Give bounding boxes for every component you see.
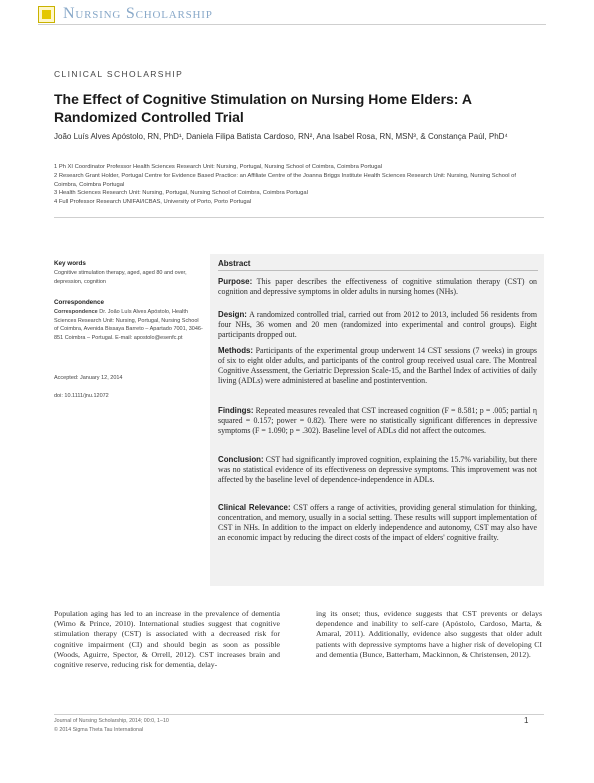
abstract-design: [218, 310, 537, 340]
design-label: Design:: [218, 310, 247, 319]
affiliation-1: 1 Ph XI Coordinator Professor Health Sciences Research Unit: Nursing, Portugal, Nursing School of Coimbra, Coimbra Portugal: [54, 164, 382, 170]
copyright: © 2014 Sigma Theta Tau International: [54, 727, 144, 733]
design-text: A randomized controlled trial, carried out from 2012 to 2013, included 56 residents from four NHs, 36 women and 20 men (randomized into experimental and control groups). Eight participants dropped out.: [218, 310, 538, 339]
abstract-conclusion: [218, 455, 537, 485]
correspondence-heading: Correspondence: [54, 299, 105, 306]
abstract-rule: [218, 270, 538, 271]
affiliation-2: 2 Research Grant Holder, Portugal Centre for Evidence Based Practice: an Affiliate Centre of the Joanna Briggs Institute Health Sciences Research Unit: Nursing, Nursing School of Coimbra, Coimbra Portugal: [54, 173, 516, 188]
correspondence-label: Correspondence: [54, 309, 98, 315]
purpose-label: Purpose:: [218, 277, 253, 286]
affiliation-3: 3 Health Sciences Research Unit: Nursing, Portugal, Nursing School of Coimbra, Coimbra Portugal: [54, 190, 308, 196]
affiliation-4: 4 Full Professor Research UNIFAI/ICBAS, University of Porto, Porto Portugal: [54, 199, 252, 205]
methods-text: Participants of the experimental group underwent 14 CST sessions (7 weeks) in groups of six to eight older adults, and participants of the control group received usual care. The Montreal Cognitive Assessment, the Geriatric Depression Scale-15, and the Barthel Index of activities of daily living (ADLs) were administered at baseline and postintervention.: [218, 346, 537, 385]
relevance-text: CST offers a range of activities, providing general stimulation for thinking, concentration, and memory, usually in a social setting. These results will support implementation of CST in NHs. In addition to the impact on elderly independence and autonomy, CST may also have an economic impact by reducing the direct costs of the impact of elders' cognitive frailty.: [218, 503, 537, 542]
journal-citation: Journal of Nursing Scholarship, 2014; 00:0, 1–10: [54, 718, 169, 724]
abstract-purpose: [218, 277, 537, 297]
doi-link[interactable]: doi: 10.1111/jnu.12072: [54, 393, 109, 399]
conclusion-text: CST had significantly improved cognition, explaining the 15.7% variability, but there was no statistical evidence of its effectiveness on depressive symptoms. This improvement was not affected by the baseline level of dependence-independence in ADLs.: [218, 455, 537, 484]
author-list: João Luís Alves Apóstolo, RN, PhD¹, Daniela Filipa Batista Cardoso, RN², Ana Isabel Rosa, RN, MSN³, & Constança Paúl, PhD⁴: [54, 132, 508, 141]
keywords-heading: Key words: [54, 260, 86, 267]
page-number: 1: [524, 716, 529, 725]
correspondence-body: Dr. João Luís Alves Apóstolo, Health Sciences Research Unit: Nursing, Portugal, Nursing School of Coimbra, Avenida Bissaya Barreto – Apartado 7001, 3046-851 Coimbra – Portugal. E-mail: apostolo@esenfc.pt: [54, 309, 203, 341]
purpose-text: This paper describes the effectiveness of cognitive stimulation therapy (CST) on cognition and depressive symptoms in older adults in nursing homes (NHs).: [218, 277, 537, 296]
title-rule: [54, 217, 544, 218]
relevance-label: Clinical Relevance:: [218, 503, 291, 512]
article-title: The Effect of Cognitive Stimulation on Nursing Home Elders: A Randomized Controlled Trial: [54, 91, 472, 125]
correspondence-text: [54, 308, 204, 342]
keywords-text: Cognitive stimulation therapy, aged, aged 80 and over, depression, cognition: [54, 270, 187, 285]
journal-name: Nursing Scholarship: [63, 5, 213, 22]
header-rule: [38, 24, 546, 25]
abstract-methods: [218, 346, 537, 386]
footer-rule: [54, 714, 544, 715]
body-column-1: Population aging has led to an increase in the prevalence of dementia (Wimo & Prince, 2010). International studies suggest that cognitive stimulation therapy (CST) is associated with a decreased risk for cognitive impairment (CI) and should begin as soon as possible (Woods, Aguirre, Spector, & Orrell, 2012). CST increases brain and cognitive reserve, reducing risk for dementia, delay-: [54, 609, 280, 670]
journal-logo-icon: [38, 6, 55, 23]
abstract-heading: Abstract: [218, 259, 251, 268]
abstract-findings: [218, 406, 537, 436]
findings-text: Repeated measures revealed that CST increased cognition (F = 8.581; p = .005; partial η squared = 0.157; power = 0.82). There were no statistically significant differences in depressive symptoms (F = 1.090; p = .302). Baseline level of ADLs did not affect the outcomes.: [218, 406, 537, 435]
accepted-date: Accepted: January 12, 2014: [54, 375, 123, 381]
methods-label: Methods:: [218, 346, 254, 355]
section-label: CLINICAL SCHOLARSHIP: [54, 69, 184, 79]
abstract-relevance: [218, 503, 537, 543]
conclusion-label: Conclusion:: [218, 455, 264, 464]
body-column-2: ing its onset; thus, evidence suggests that CST prevents or delays dependence and inability to self-care (Apóstolo, Cardoso, Marta, & Amaral, 2011). Additionally, evidence also suggests that older adult patients with depressive symptoms have a higher risk of developing CI and dementia (Bunce, Batterham, Mackinnon, & Christensen, 2012).: [316, 609, 542, 659]
findings-label: Findings:: [218, 406, 254, 415]
